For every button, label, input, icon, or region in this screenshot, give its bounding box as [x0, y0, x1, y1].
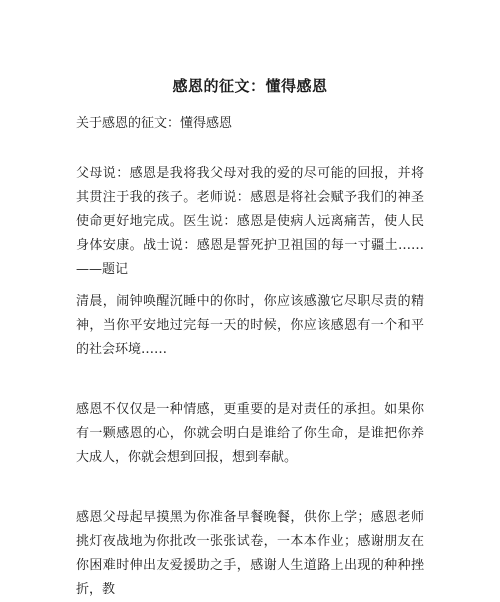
paragraph-3: 感恩不仅仅是一种情感，更重要的是对责任的承担。如果你有一颗感恩的心，你就会明白是谁给了你生命，是谁把你养大成人，你就会想到回报，想到奉献。: [76, 402, 424, 465]
document-subtitle: 关于感恩的征文：懂得感恩: [76, 116, 233, 131]
paragraph-2: 清晨，闹钟唤醒沉睡中的你时，你应该感激它尽职尽责的精神，当你平安地过完每一天的时候，你应该感恩有一个和平的社会环境……: [76, 294, 424, 357]
paragraph-4: 感恩父母起早摸黑为你准备早餐晚餐，供你上学；感恩老师挑灯夜战地为你批改一张张试卷，一本本作业；感谢朋友在你困难时伸出友爱援助之手，感谢人生道路上出现的种种挫折，教: [76, 510, 424, 597]
document-title: 感恩的征文：懂得感恩: [172, 77, 328, 95]
paragraph-1: 父母说：感恩是我将我父母对我的爱的尽可能的回报，并将其贯注于我的孩子。老师说：感恩是将社会赋予我们的神圣使命更好地完成。医生说：感恩是使病人远离痛苦，使人民身体安康。战士说：感恩是誓死护卫祖国的每一寸疆土……——题记: [76, 166, 424, 277]
